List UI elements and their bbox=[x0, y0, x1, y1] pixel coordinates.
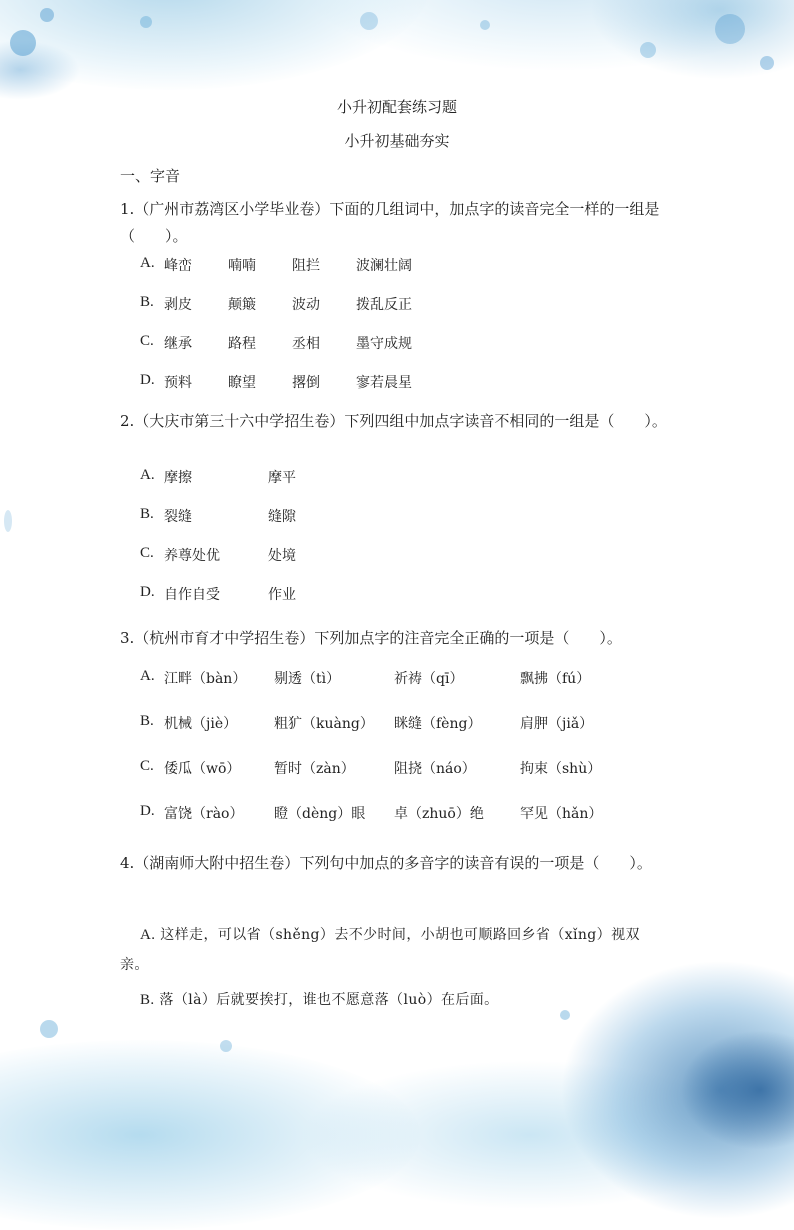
option-word: 罕见（hǎn） bbox=[520, 806, 603, 822]
option-word: 剥皮 bbox=[164, 297, 192, 313]
option-row bbox=[140, 584, 296, 603]
option-label: A. bbox=[140, 668, 155, 684]
page-title: 小升初配套练习题 bbox=[336, 98, 457, 116]
option-text: 这样走，可以省（shěng）去不少时间，小胡也可顺路回乡省（xǐng）视双亲。 bbox=[120, 927, 640, 973]
option-word: 眯缝（fèng） bbox=[394, 716, 482, 732]
section-heading: 一、字音 bbox=[120, 167, 181, 185]
option-word: 处境 bbox=[268, 548, 296, 564]
option-word: 阻挠（náo） bbox=[394, 761, 476, 777]
option-word: 阻拦 bbox=[292, 258, 320, 274]
option-label: B. bbox=[140, 294, 154, 310]
option-label: A. bbox=[140, 255, 155, 271]
option-row bbox=[140, 333, 412, 352]
option-word: 摩平 bbox=[268, 470, 296, 486]
option-label: A. bbox=[140, 467, 155, 483]
question-2-stem: 2.（大庆市第三十六中学招生卷）下列四组中加点字读音不相同的一组是（ ）。 bbox=[120, 412, 667, 430]
option-word: 墨守成规 bbox=[356, 336, 412, 352]
option-row bbox=[140, 668, 591, 687]
option-word: 瞭望 bbox=[228, 375, 256, 391]
option-row bbox=[140, 758, 602, 777]
option-label: B. bbox=[140, 506, 154, 522]
option-label: B. bbox=[140, 992, 155, 1008]
option-row bbox=[140, 467, 296, 486]
option-label: D. bbox=[140, 372, 155, 388]
option-sentence bbox=[120, 985, 668, 1015]
option-word: 飘拂（fú） bbox=[520, 671, 591, 687]
option-word: 波动 bbox=[292, 297, 320, 313]
option-word: 瞪（dèng）眼 bbox=[274, 806, 366, 822]
option-word: 摩擦 bbox=[164, 470, 192, 486]
option-word: 丞相 bbox=[292, 336, 320, 352]
option-word: 撂倒 bbox=[292, 375, 320, 391]
option-word: 祈祷（qī） bbox=[394, 671, 464, 687]
option-word: 富饶（rào） bbox=[164, 806, 244, 822]
option-row bbox=[140, 255, 412, 274]
option-label: B. bbox=[140, 713, 154, 729]
question-1-stem: 1.（广州市荔湾区小学毕业卷）下面的几组词中，加点字的读音完全一样的一组是（ ）。 bbox=[120, 200, 660, 245]
option-word: 倭瓜（wō） bbox=[164, 761, 241, 777]
option-row bbox=[140, 545, 296, 564]
page-subtitle: 小升初基础夯实 bbox=[344, 132, 450, 150]
option-word: 作业 bbox=[268, 587, 296, 603]
option-word: 继承 bbox=[164, 336, 192, 352]
option-word: 预料 bbox=[164, 375, 192, 391]
option-label: D. bbox=[140, 584, 155, 600]
option-word: 肩胛（jiǎ） bbox=[520, 716, 594, 732]
option-word: 拨乱反正 bbox=[356, 297, 412, 313]
question-4-stem: 4.（湖南师大附中招生卷）下列句中加点的多音字的读音有误的一项是（ ）。 bbox=[120, 854, 652, 872]
option-word: 粗犷（kuàng） bbox=[274, 716, 374, 732]
option-label: A. bbox=[140, 927, 156, 943]
option-word: 暂时（zàn） bbox=[274, 761, 355, 777]
option-word: 路程 bbox=[228, 336, 256, 352]
option-word: 裂缝 bbox=[164, 509, 192, 525]
option-label: C. bbox=[140, 333, 154, 349]
option-sentence bbox=[120, 920, 668, 980]
option-row bbox=[140, 803, 603, 822]
option-row bbox=[140, 372, 412, 391]
option-row bbox=[140, 713, 594, 732]
option-row bbox=[140, 506, 296, 525]
option-word: 拘束（shù） bbox=[520, 761, 602, 777]
option-text: 落（là）后就要挨打，谁也不愿意落（luò）在后面。 bbox=[159, 992, 499, 1008]
question-3-stem: 3.（杭州市育才中学招生卷）下列加点字的注音完全正确的一项是（ ）。 bbox=[120, 629, 622, 647]
option-word: 颠簸 bbox=[228, 297, 256, 313]
option-word: 波澜壮阔 bbox=[356, 258, 412, 274]
option-word: 剔透（tì） bbox=[274, 671, 341, 687]
option-word: 自作自受 bbox=[164, 587, 220, 603]
option-word: 养尊处优 bbox=[164, 548, 220, 564]
option-word: 喃喃 bbox=[228, 258, 256, 274]
option-word: 寥若晨星 bbox=[356, 375, 412, 391]
option-label: C. bbox=[140, 545, 154, 561]
option-word: 缝隙 bbox=[268, 509, 296, 525]
option-row bbox=[140, 294, 412, 313]
option-word: 卓（zhuō）绝 bbox=[394, 806, 484, 822]
option-word: 机械（jiè） bbox=[164, 716, 238, 732]
option-label: D. bbox=[140, 803, 155, 819]
option-label: C. bbox=[140, 758, 154, 774]
option-word: 江畔（bàn） bbox=[164, 671, 247, 687]
option-word: 峰峦 bbox=[164, 258, 192, 274]
